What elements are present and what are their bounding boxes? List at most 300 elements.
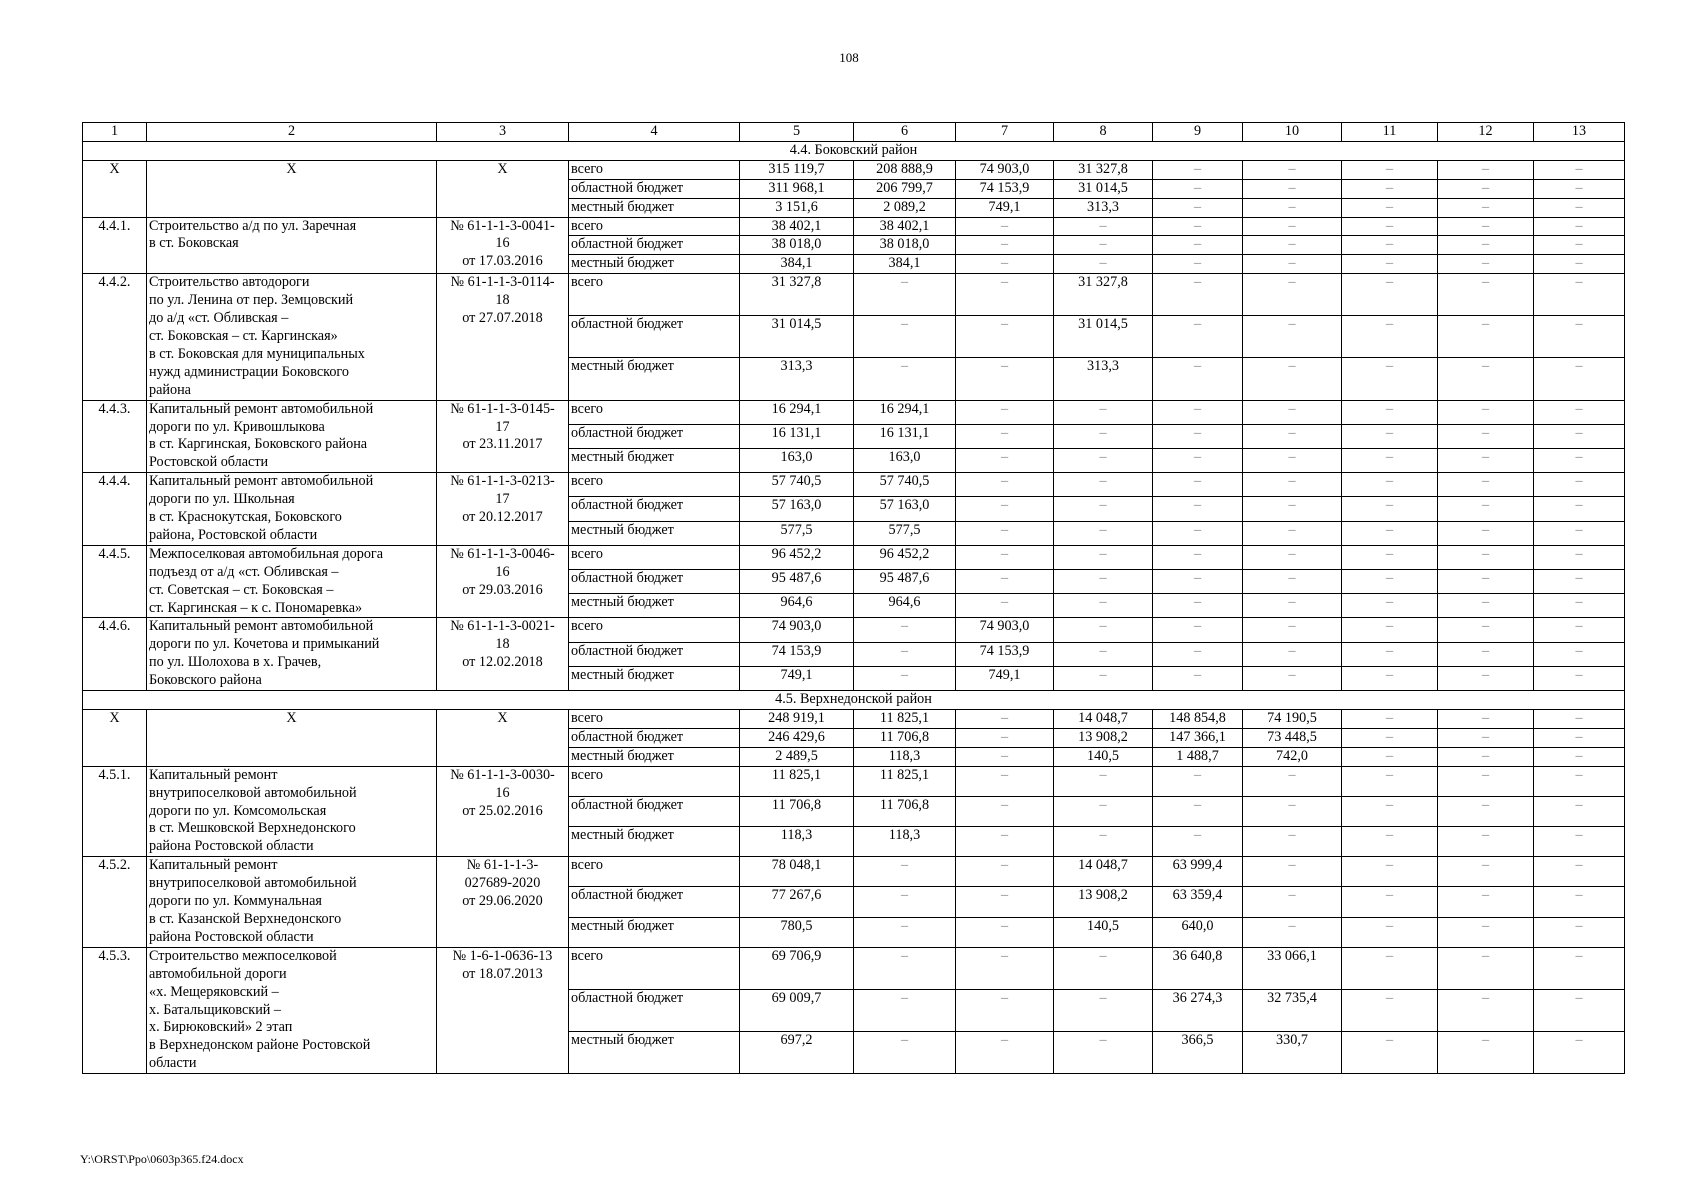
value-cell: –: [1054, 827, 1153, 857]
value-cell: 57 163,0: [740, 497, 854, 521]
object-name-line: в ст. Краснокутская, Боковского: [149, 509, 342, 526]
value-cell: –: [956, 274, 1054, 316]
value-cell: 33 066,1: [1243, 947, 1342, 989]
value-cell: –: [1342, 796, 1438, 826]
value-cell: –: [1438, 857, 1534, 887]
value-cell: –: [1342, 497, 1438, 521]
value-cell: –: [1153, 236, 1243, 255]
object-name-line: Строительство а/д по ул. Заречная: [149, 217, 357, 234]
value-cell: –: [956, 728, 1054, 747]
value-cell: –: [1243, 255, 1342, 274]
value-cell: 16 131,1: [854, 424, 956, 448]
funding-source-cell: областной бюджет: [569, 728, 740, 747]
value-cell: 11 825,1: [854, 766, 956, 796]
object-row: [83, 766, 1625, 796]
object-name-line: Боковского района: [149, 672, 262, 689]
funding-source-cell: всего: [569, 545, 740, 569]
value-cell: 95 487,6: [740, 570, 854, 594]
value-cell: –: [956, 947, 1054, 989]
funding-source-cell: всего: [569, 217, 740, 236]
object-row: [83, 545, 1625, 569]
code-cell: X: [83, 160, 147, 217]
value-cell: –: [956, 236, 1054, 255]
object-row: [83, 274, 1625, 316]
value-cell: 31 014,5: [1054, 316, 1153, 358]
object-row: [83, 618, 1625, 642]
value-cell: –: [1534, 217, 1625, 236]
column-number-cell: 10: [1243, 123, 1342, 142]
value-cell: –: [1534, 947, 1625, 989]
value-cell: 74 153,9: [956, 179, 1054, 198]
column-number-cell: 8: [1054, 123, 1153, 142]
value-cell: 248 919,1: [740, 710, 854, 729]
value-cell: –: [956, 424, 1054, 448]
code-cell: 4.5.3.: [83, 947, 147, 1073]
value-cell: –: [956, 887, 1054, 917]
value-cell: 148 854,8: [1153, 710, 1243, 729]
object-row: [83, 947, 1625, 989]
value-cell: –: [1342, 989, 1438, 1031]
section-title: 4.4. Боковский район: [83, 141, 1625, 160]
value-cell: –: [1243, 179, 1342, 198]
value-cell: –: [1534, 358, 1625, 400]
value-cell: –: [1438, 917, 1534, 947]
object-name-cell: [147, 160, 437, 217]
document-number-cell: [437, 160, 569, 217]
document-number-cell: [437, 710, 569, 767]
value-cell: 57 740,5: [854, 473, 956, 497]
object-name-line: Строительство межпоселковой: [149, 947, 337, 964]
document-number-cell: [437, 766, 569, 857]
value-cell: –: [854, 1032, 956, 1074]
value-cell: 13 908,2: [1054, 887, 1153, 917]
column-number-cell: 12: [1438, 123, 1534, 142]
value-cell: –: [1342, 236, 1438, 255]
value-cell: 2 489,5: [740, 747, 854, 766]
object-name-line: в ст. Казанской Верхнедонского: [149, 910, 342, 927]
value-cell: 163,0: [740, 449, 854, 473]
value-cell: –: [854, 887, 956, 917]
value-cell: 163,0: [854, 449, 956, 473]
value-cell: 77 267,6: [740, 887, 854, 917]
funding-source-cell: местный бюджет: [569, 747, 740, 766]
document-number-line: от 23.11.2017: [462, 436, 543, 453]
object-name-line: Капитальный ремонт автомобильной: [149, 473, 374, 490]
value-cell: –: [1438, 827, 1534, 857]
object-name-line: внутрипоселковой автомобильной: [149, 875, 357, 892]
value-cell: –: [1054, 796, 1153, 826]
value-cell: –: [1438, 887, 1534, 917]
value-cell: 577,5: [854, 521, 956, 545]
funding-source-cell: областной бюджет: [569, 989, 740, 1031]
object-name-line: Капитальный ремонт автомобильной: [149, 618, 374, 635]
value-cell: –: [1342, 255, 1438, 274]
object-name-cell: [147, 473, 437, 546]
funding-source-cell: местный бюджет: [569, 198, 740, 217]
value-cell: –: [1342, 545, 1438, 569]
column-number-cell: 3: [437, 123, 569, 142]
value-cell: –: [956, 473, 1054, 497]
object-name-line: X: [286, 160, 297, 177]
value-cell: –: [1054, 642, 1153, 666]
value-cell: –: [1153, 217, 1243, 236]
document-number-line: № 61-1-1-3-0030-: [450, 766, 555, 783]
value-cell: –: [854, 857, 956, 887]
value-cell: –: [1342, 179, 1438, 198]
value-cell: –: [1342, 728, 1438, 747]
object-name-line: Межпоселковая автомобильная дорога: [149, 545, 384, 562]
document-number-cell: [437, 947, 569, 1073]
funding-source-cell: местный бюджет: [569, 666, 740, 690]
value-cell: –: [1153, 497, 1243, 521]
value-cell: 742,0: [1243, 747, 1342, 766]
value-cell: 36 274,3: [1153, 989, 1243, 1031]
object-name-cell: [147, 710, 437, 767]
value-cell: –: [1153, 274, 1243, 316]
value-cell: 208 888,9: [854, 160, 956, 179]
value-cell: –: [1054, 217, 1153, 236]
value-cell: –: [1534, 449, 1625, 473]
document-number-line: № 61-1-1-3-: [466, 857, 539, 874]
value-cell: –: [1054, 497, 1153, 521]
value-cell: –: [1243, 400, 1342, 424]
value-cell: 57 740,5: [740, 473, 854, 497]
value-cell: 11 825,1: [740, 766, 854, 796]
column-number-cell: 5: [740, 123, 854, 142]
value-cell: –: [1243, 449, 1342, 473]
value-cell: –: [1534, 545, 1625, 569]
value-cell: 74 903,0: [956, 160, 1054, 179]
value-cell: –: [1342, 570, 1438, 594]
funding-source-cell: областной бюджет: [569, 796, 740, 826]
object-name-line: Ростовской области: [149, 454, 269, 471]
object-name-cell: [147, 274, 437, 400]
value-cell: 577,5: [740, 521, 854, 545]
value-cell: 384,1: [854, 255, 956, 274]
value-cell: 140,5: [1054, 747, 1153, 766]
column-number-cell: 1: [83, 123, 147, 142]
value-cell: –: [1054, 947, 1153, 989]
document-number-cell: [437, 217, 569, 274]
value-cell: –: [1534, 747, 1625, 766]
value-cell: 118,3: [740, 827, 854, 857]
value-cell: –: [956, 316, 1054, 358]
value-cell: –: [1153, 570, 1243, 594]
value-cell: –: [956, 449, 1054, 473]
value-cell: 95 487,6: [854, 570, 956, 594]
document-number-cell: [437, 400, 569, 473]
value-cell: –: [1243, 424, 1342, 448]
value-cell: 31 327,8: [1054, 274, 1153, 316]
code-cell: 4.4.5.: [83, 545, 147, 618]
document-number-line: от 29.03.2016: [462, 581, 543, 598]
value-cell: –: [1534, 618, 1625, 642]
document-number-line: X: [497, 710, 508, 726]
value-cell: –: [1342, 857, 1438, 887]
value-cell: –: [1534, 570, 1625, 594]
value-cell: –: [956, 570, 1054, 594]
value-cell: –: [1153, 255, 1243, 274]
document-number-line: № 61-1-1-3-0213-: [450, 473, 555, 490]
object-name-line: в ст. Каргинская, Боковского района: [149, 436, 368, 453]
value-cell: 311 968,1: [740, 179, 854, 198]
object-name-line: Капитальный ремонт: [149, 857, 278, 874]
value-cell: –: [1534, 316, 1625, 358]
value-cell: –: [1054, 449, 1153, 473]
value-cell: –: [1438, 358, 1534, 400]
object-name-cell: [147, 947, 437, 1073]
value-cell: –: [1153, 521, 1243, 545]
value-cell: –: [1534, 198, 1625, 217]
document-number-line: 17: [495, 491, 510, 508]
value-cell: 16 294,1: [854, 400, 956, 424]
column-number-cell: 13: [1534, 123, 1625, 142]
document-number-line: № 61-1-1-3-0021-: [450, 618, 555, 635]
value-cell: –: [1243, 198, 1342, 217]
value-cell: –: [956, 917, 1054, 947]
value-cell: –: [1438, 545, 1534, 569]
value-cell: –: [1153, 198, 1243, 217]
value-cell: –: [1243, 236, 1342, 255]
value-cell: –: [1054, 594, 1153, 618]
value-cell: –: [1153, 666, 1243, 690]
value-cell: –: [1438, 521, 1534, 545]
value-cell: –: [1153, 796, 1243, 826]
value-cell: –: [1534, 728, 1625, 747]
value-cell: –: [956, 358, 1054, 400]
value-cell: –: [1342, 424, 1438, 448]
document-number-line: X: [497, 160, 508, 177]
object-name-line: х. Бирюковский» 2 этап: [149, 1019, 293, 1036]
code-cell: 4.4.4.: [83, 473, 147, 546]
value-cell: –: [1342, 217, 1438, 236]
document-number-cell: [437, 274, 569, 400]
funding-source-cell: местный бюджет: [569, 449, 740, 473]
funding-source-cell: местный бюджет: [569, 827, 740, 857]
funding-source-cell: всего: [569, 274, 740, 316]
value-cell: –: [1054, 255, 1153, 274]
value-cell: 11 706,8: [854, 796, 956, 826]
value-cell: –: [1534, 255, 1625, 274]
value-cell: 11 706,8: [740, 796, 854, 826]
funding-source-cell: областной бюджет: [569, 887, 740, 917]
value-cell: –: [1438, 796, 1534, 826]
code-cell: 4.5.2.: [83, 857, 147, 948]
value-cell: 96 452,2: [854, 545, 956, 569]
value-cell: –: [1342, 618, 1438, 642]
value-cell: –: [1243, 666, 1342, 690]
value-cell: –: [1438, 947, 1534, 989]
value-cell: –: [1054, 400, 1153, 424]
value-cell: 74 153,9: [956, 642, 1054, 666]
document-number-cell: [437, 473, 569, 546]
code-cell: 4.4.1.: [83, 217, 147, 274]
value-cell: 964,6: [854, 594, 956, 618]
funding-source-cell: местный бюджет: [569, 521, 740, 545]
value-cell: 96 452,2: [740, 545, 854, 569]
object-name-line: X: [286, 710, 297, 726]
value-cell: –: [1243, 857, 1342, 887]
value-cell: 69 009,7: [740, 989, 854, 1031]
value-cell: –: [1534, 521, 1625, 545]
value-cell: –: [854, 316, 956, 358]
value-cell: 74 903,0: [740, 618, 854, 642]
document-number-line: 027689-2020: [464, 875, 541, 892]
value-cell: –: [1243, 497, 1342, 521]
value-cell: –: [956, 710, 1054, 729]
value-cell: 16 131,1: [740, 424, 854, 448]
value-cell: 36 640,8: [1153, 947, 1243, 989]
value-cell: –: [1243, 274, 1342, 316]
budget-table: [82, 122, 1625, 1074]
object-name-line: х. Батальщиковский –: [149, 1001, 282, 1018]
value-cell: 31 014,5: [740, 316, 854, 358]
value-cell: 16 294,1: [740, 400, 854, 424]
funding-source-cell: всего: [569, 766, 740, 796]
document-number-line: № 61-1-1-3-0114-: [450, 274, 555, 291]
object-name-cell: [147, 857, 437, 948]
value-cell: –: [1534, 827, 1625, 857]
value-cell: –: [854, 666, 956, 690]
value-cell: 330,7: [1243, 1032, 1342, 1074]
value-cell: –: [1342, 710, 1438, 729]
document-number-line: 17: [495, 418, 510, 435]
value-cell: –: [1243, 887, 1342, 917]
document-number-cell: [437, 545, 569, 618]
value-cell: –: [1438, 989, 1534, 1031]
page-number: 108: [839, 50, 859, 65]
section-header-row: [83, 691, 1625, 710]
value-cell: 32 735,4: [1243, 989, 1342, 1031]
value-cell: –: [956, 217, 1054, 236]
value-cell: –: [1054, 545, 1153, 569]
value-cell: –: [1054, 521, 1153, 545]
value-cell: –: [1438, 728, 1534, 747]
code-cell: 4.4.3.: [83, 400, 147, 473]
value-cell: –: [1243, 766, 1342, 796]
document-number-cell: [437, 857, 569, 948]
value-cell: 38 402,1: [740, 217, 854, 236]
value-cell: –: [1342, 473, 1438, 497]
value-cell: –: [1342, 358, 1438, 400]
value-cell: 246 429,6: [740, 728, 854, 747]
value-cell: –: [1153, 545, 1243, 569]
object-name-line: Строительство автодороги: [149, 274, 310, 291]
code-cell: 4.4.2.: [83, 274, 147, 400]
column-number-cell: 11: [1342, 123, 1438, 142]
value-cell: –: [1054, 989, 1153, 1031]
value-cell: –: [1342, 316, 1438, 358]
funding-source-cell: местный бюджет: [569, 594, 740, 618]
funding-source-cell: всего: [569, 710, 740, 729]
funding-source-cell: всего: [569, 947, 740, 989]
funding-source-cell: областной бюджет: [569, 316, 740, 358]
value-cell: –: [1054, 236, 1153, 255]
document-number-line: 16: [495, 563, 510, 580]
value-cell: –: [854, 642, 956, 666]
value-cell: –: [1438, 160, 1534, 179]
value-cell: –: [1243, 545, 1342, 569]
value-cell: –: [1342, 274, 1438, 316]
funding-source-cell: местный бюджет: [569, 358, 740, 400]
value-cell: –: [1438, 236, 1534, 255]
value-cell: –: [1054, 424, 1153, 448]
value-cell: 313,3: [1054, 358, 1153, 400]
value-cell: –: [1342, 198, 1438, 217]
document-number-line: 18: [495, 292, 510, 309]
value-cell: –: [1243, 570, 1342, 594]
document-number-line: от 12.02.2018: [462, 654, 543, 671]
value-cell: –: [1243, 594, 1342, 618]
value-cell: –: [1438, 570, 1534, 594]
value-cell: –: [1153, 400, 1243, 424]
section-header-row: [83, 141, 1625, 160]
object-name-line: внутрипоселковой автомобильной: [149, 784, 357, 801]
document-number-line: № 61-1-1-3-0046-: [450, 545, 555, 562]
object-name-line: по ул. Ленина от пер. Земцовский: [149, 292, 354, 309]
value-cell: 57 163,0: [854, 497, 956, 521]
value-cell: –: [1153, 827, 1243, 857]
value-cell: 78 048,1: [740, 857, 854, 887]
object-name-line: дороги по ул. Кривошлыкова: [149, 418, 325, 435]
value-cell: –: [1534, 236, 1625, 255]
value-cell: 3 151,6: [740, 198, 854, 217]
value-cell: 640,0: [1153, 917, 1243, 947]
code-cell: 4.4.6.: [83, 618, 147, 691]
value-cell: –: [1342, 642, 1438, 666]
value-cell: –: [1054, 570, 1153, 594]
value-cell: –: [1342, 887, 1438, 917]
value-cell: –: [1243, 618, 1342, 642]
code-cell: 4.5.1.: [83, 766, 147, 857]
document-number-line: от 27.07.2018: [462, 310, 543, 327]
value-cell: –: [1153, 449, 1243, 473]
value-cell: –: [1153, 179, 1243, 198]
value-cell: 749,1: [956, 198, 1054, 217]
value-cell: –: [956, 1032, 1054, 1074]
value-cell: –: [854, 274, 956, 316]
document-number-line: № 61-1-1-3-0145-: [450, 400, 555, 417]
value-cell: –: [1534, 400, 1625, 424]
value-cell: 14 048,7: [1054, 710, 1153, 729]
object-row: [83, 217, 1625, 236]
column-number-row: [83, 123, 1625, 142]
value-cell: –: [1438, 424, 1534, 448]
value-cell: –: [1534, 857, 1625, 887]
object-name-line: по ул. Шолохова в х. Грачев,: [149, 654, 322, 671]
value-cell: –: [956, 827, 1054, 857]
value-cell: 69 706,9: [740, 947, 854, 989]
value-cell: –: [1438, 747, 1534, 766]
funding-source-cell: местный бюджет: [569, 917, 740, 947]
object-row: [83, 400, 1625, 424]
document-number-line: 16: [495, 235, 510, 252]
funding-source-cell: всего: [569, 400, 740, 424]
object-name-cell: [147, 217, 437, 274]
value-cell: –: [1342, 449, 1438, 473]
object-name-line: в Верхнедонском районе Ростовской: [149, 1037, 371, 1054]
funding-source-cell: всего: [569, 618, 740, 642]
funding-source-cell: областной бюджет: [569, 497, 740, 521]
object-name-line: ст. Боковская – ст. Каргинская»: [149, 327, 338, 344]
footer-file-path: Y:\ORST\Ppo\0603p365.f24.docx: [80, 1152, 244, 1166]
value-cell: –: [1054, 666, 1153, 690]
object-name-cell: [147, 545, 437, 618]
value-cell: 13 908,2: [1054, 728, 1153, 747]
value-cell: –: [1534, 766, 1625, 796]
value-cell: –: [1243, 521, 1342, 545]
value-cell: –: [956, 400, 1054, 424]
